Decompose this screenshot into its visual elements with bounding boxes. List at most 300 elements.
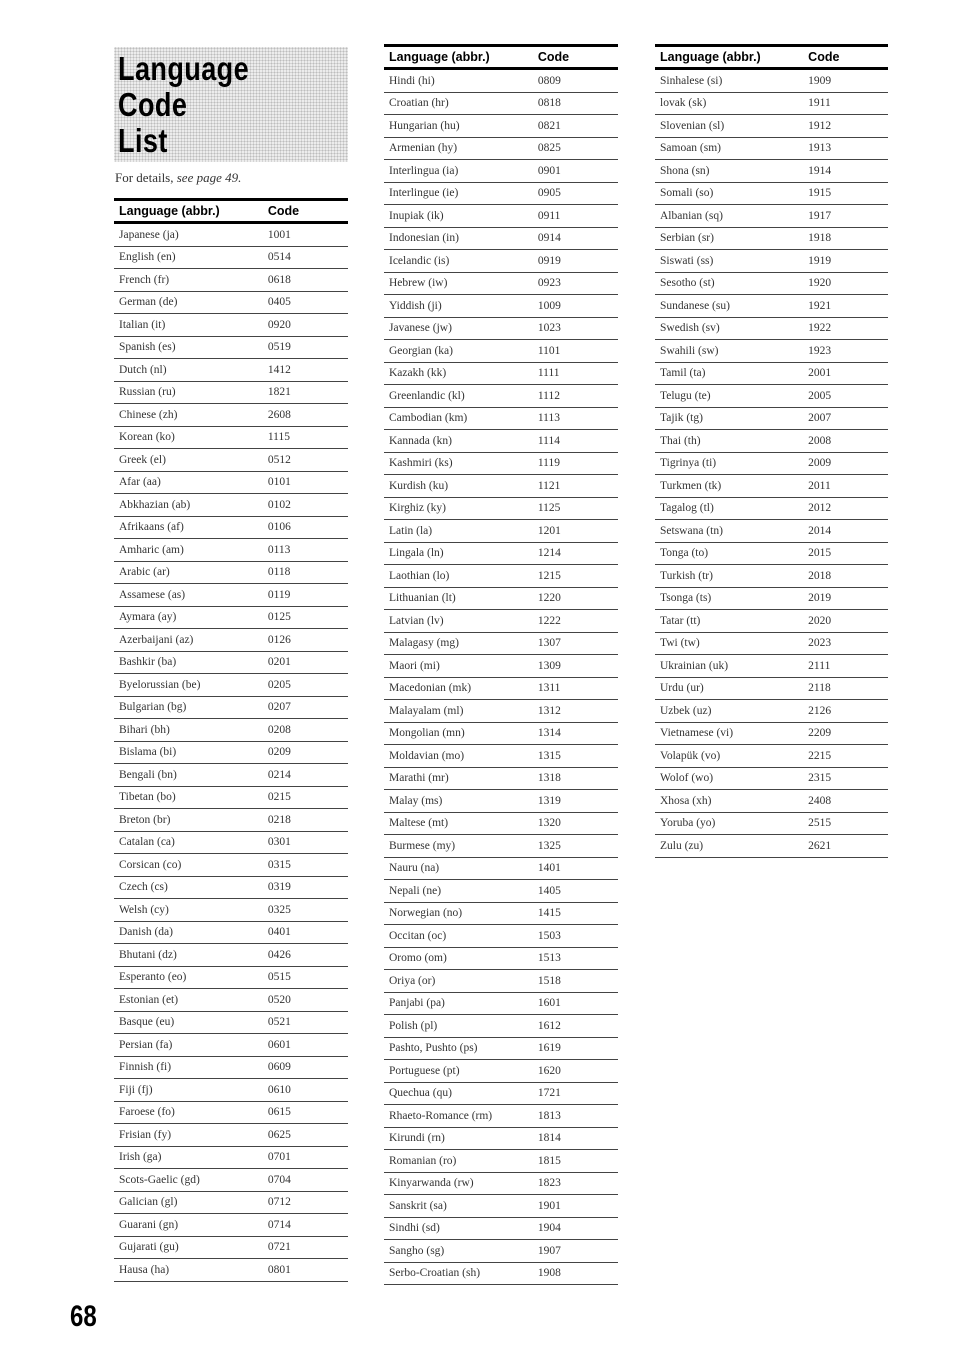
language-cell: Malayalam (ml) xyxy=(384,700,533,723)
code-column-header: Code xyxy=(263,200,348,223)
code-cell: 1101 xyxy=(533,340,618,363)
table-row xyxy=(655,115,888,138)
language-cell: Samoan (sm) xyxy=(655,137,803,160)
code-cell: 1312 xyxy=(533,700,618,723)
language-cell: Oriya (or) xyxy=(384,970,533,993)
code-cell: 0712 xyxy=(263,1191,348,1214)
language-cell: Guarani (gn) xyxy=(114,1214,263,1237)
page-title: Language Code List xyxy=(118,50,250,159)
code-cell: 1309 xyxy=(533,655,618,678)
table-row xyxy=(655,610,888,633)
table-row xyxy=(655,452,888,475)
language-cell: Tagalog (tl) xyxy=(655,497,803,520)
table-row xyxy=(114,269,348,292)
code-cell: 0919 xyxy=(533,250,618,273)
language-cell: Kashmiri (ks) xyxy=(384,452,533,475)
language-column-header: Language (abbr.) xyxy=(114,200,263,223)
language-cell: Bislama (bi) xyxy=(114,741,263,764)
code-cell: 1220 xyxy=(533,587,618,610)
table-row xyxy=(384,1172,618,1195)
language-cell: Siswati (ss) xyxy=(655,250,803,273)
language-cell: Turkish (tr) xyxy=(655,565,803,588)
table-row xyxy=(114,696,348,719)
table-row xyxy=(655,92,888,115)
table-row xyxy=(384,340,618,363)
language-cell: Volapük (vo) xyxy=(655,745,803,768)
table-row xyxy=(655,677,888,700)
code-cell: 1518 xyxy=(533,970,618,993)
language-cell: Aymara (ay) xyxy=(114,606,263,629)
code-cell: 0125 xyxy=(263,606,348,629)
language-cell: Mongolian (mn) xyxy=(384,722,533,745)
language-cell: Maltese (mt) xyxy=(384,812,533,835)
code-cell: 0207 xyxy=(263,696,348,719)
code-cell: 1612 xyxy=(533,1015,618,1038)
table-row xyxy=(114,876,348,899)
language-cell: Zulu (zu) xyxy=(655,835,803,858)
language-cell: Kirghiz (ky) xyxy=(384,497,533,520)
table-row xyxy=(384,902,618,925)
language-cell: Italian (it) xyxy=(114,314,263,337)
code-cell: 0801 xyxy=(263,1259,348,1282)
language-cell: Estonian (et) xyxy=(114,989,263,1012)
table-row xyxy=(384,992,618,1015)
code-cell: 0214 xyxy=(263,764,348,787)
code-cell: 0106 xyxy=(263,516,348,539)
code-cell: 0209 xyxy=(263,741,348,764)
code-cell: 1721 xyxy=(533,1082,618,1105)
code-cell: 0905 xyxy=(533,182,618,205)
code-cell: 1920 xyxy=(803,272,888,295)
code-cell: 2019 xyxy=(803,587,888,610)
code-cell: 2209 xyxy=(803,722,888,745)
table-row xyxy=(114,854,348,877)
table-row xyxy=(655,632,888,655)
code-cell: 2015 xyxy=(803,542,888,565)
table-row xyxy=(655,362,888,385)
language-cell: Bulgarian (bg) xyxy=(114,696,263,719)
language-cell: Latvian (lv) xyxy=(384,610,533,633)
code-cell: 0315 xyxy=(263,854,348,877)
language-cell: Kirundi (rn) xyxy=(384,1127,533,1150)
table-row xyxy=(655,520,888,543)
table-row xyxy=(384,1060,618,1083)
table-row xyxy=(114,1259,348,1282)
language-cell: Chinese (zh) xyxy=(114,404,263,427)
table-row xyxy=(384,1015,618,1038)
language-cell: Uzbek (uz) xyxy=(655,700,803,723)
table-row xyxy=(114,404,348,427)
code-cell: 0609 xyxy=(263,1056,348,1079)
details-page-link[interactable]: see page 49. xyxy=(176,170,242,185)
table-row xyxy=(655,227,888,250)
table-row xyxy=(114,539,348,562)
table-row xyxy=(114,741,348,764)
language-cell: Urdu (ur) xyxy=(655,677,803,700)
code-cell: 2608 xyxy=(263,404,348,427)
language-column-header: Language (abbr.) xyxy=(384,46,533,69)
language-cell: Japanese (ja) xyxy=(114,223,263,247)
language-cell: Tigrinya (ti) xyxy=(655,452,803,475)
table-row xyxy=(384,925,618,948)
language-cell: Swedish (sv) xyxy=(655,317,803,340)
table-row xyxy=(114,471,348,494)
table-row xyxy=(384,610,618,633)
language-code-table-3 xyxy=(655,44,888,858)
table-row xyxy=(384,272,618,295)
code-cell: 1601 xyxy=(533,992,618,1015)
code-cell: 2001 xyxy=(803,362,888,385)
table-row xyxy=(114,516,348,539)
table-row xyxy=(655,497,888,520)
code-cell: 0119 xyxy=(263,584,348,607)
table-row xyxy=(384,92,618,115)
language-cell: Hindi (hi) xyxy=(384,69,533,93)
page-number: 68 xyxy=(70,1300,97,1333)
code-cell: 1009 xyxy=(533,295,618,318)
code-cell: 0809 xyxy=(533,69,618,93)
code-cell: 1513 xyxy=(533,947,618,970)
table-row xyxy=(384,497,618,520)
language-cell: Kazakh (kk) xyxy=(384,362,533,385)
language-cell: Croatian (hr) xyxy=(384,92,533,115)
table-row xyxy=(384,160,618,183)
language-cell: Oromo (om) xyxy=(384,947,533,970)
language-cell: Gujarati (gu) xyxy=(114,1236,263,1259)
code-cell: 2008 xyxy=(803,430,888,453)
table-row xyxy=(114,651,348,674)
language-cell: Indonesian (in) xyxy=(384,227,533,250)
language-cell: Dutch (nl) xyxy=(114,359,263,382)
code-cell: 1922 xyxy=(803,317,888,340)
language-cell: Serbo-Croatian (sh) xyxy=(384,1262,533,1285)
language-cell: Marathi (mr) xyxy=(384,767,533,790)
code-cell: 1907 xyxy=(533,1240,618,1263)
language-cell: Russian (ru) xyxy=(114,381,263,404)
language-cell: Korean (ko) xyxy=(114,426,263,449)
code-cell: 1909 xyxy=(803,69,888,93)
code-cell: 0920 xyxy=(263,314,348,337)
table-row xyxy=(114,629,348,652)
language-cell: Tonga (to) xyxy=(655,542,803,565)
code-cell: 0101 xyxy=(263,471,348,494)
language-cell: Scots-Gaelic (gd) xyxy=(114,1169,263,1192)
table-row xyxy=(384,1127,618,1150)
code-cell: 1001 xyxy=(263,223,348,247)
language-cell: Javanese (jw) xyxy=(384,317,533,340)
table-row xyxy=(114,1101,348,1124)
table-row xyxy=(114,246,348,269)
code-cell: 2111 xyxy=(803,655,888,678)
code-cell: 0818 xyxy=(533,92,618,115)
code-cell: 0901 xyxy=(533,160,618,183)
table-row xyxy=(114,1011,348,1034)
code-cell: 1503 xyxy=(533,925,618,948)
code-cell: 1619 xyxy=(533,1037,618,1060)
code-cell: 2023 xyxy=(803,632,888,655)
language-cell: Byelorussian (be) xyxy=(114,674,263,697)
code-cell: 1813 xyxy=(533,1105,618,1128)
language-cell: Portuguese (pt) xyxy=(384,1060,533,1083)
language-cell: Lingala (ln) xyxy=(384,542,533,565)
code-cell: 0218 xyxy=(263,809,348,832)
code-cell: 1121 xyxy=(533,475,618,498)
code-cell: 1919 xyxy=(803,250,888,273)
table-row xyxy=(114,606,348,629)
table-row xyxy=(114,1169,348,1192)
code-cell: 0615 xyxy=(263,1101,348,1124)
language-cell: Macedonian (mk) xyxy=(384,677,533,700)
table-row xyxy=(655,69,888,93)
language-cell: Esperanto (eo) xyxy=(114,966,263,989)
language-cell: Thai (th) xyxy=(655,430,803,453)
table-row xyxy=(114,944,348,967)
language-cell: Bengali (bn) xyxy=(114,764,263,787)
language-cell: Xhosa (xh) xyxy=(655,790,803,813)
table-row xyxy=(655,295,888,318)
language-cell: Quechua (qu) xyxy=(384,1082,533,1105)
language-cell: Somali (so) xyxy=(655,182,803,205)
language-cell: Persian (fa) xyxy=(114,1034,263,1057)
table-row xyxy=(655,812,888,835)
table-row xyxy=(384,227,618,250)
table-row xyxy=(114,674,348,697)
code-cell: 0520 xyxy=(263,989,348,1012)
table-row xyxy=(114,966,348,989)
table-row xyxy=(384,655,618,678)
table-row xyxy=(114,223,348,247)
table-row xyxy=(384,407,618,430)
code-cell: 1904 xyxy=(533,1217,618,1240)
table-row xyxy=(114,809,348,832)
code-cell: 0911 xyxy=(533,205,618,228)
table-row xyxy=(384,542,618,565)
language-cell: Irish (ga) xyxy=(114,1146,263,1169)
table-row xyxy=(384,565,618,588)
language-cell: Ukrainian (uk) xyxy=(655,655,803,678)
table-row xyxy=(384,1217,618,1240)
language-cell: Panjabi (pa) xyxy=(384,992,533,1015)
language-cell: Interlingue (ie) xyxy=(384,182,533,205)
table-row xyxy=(384,1082,618,1105)
table-row xyxy=(655,430,888,453)
table-row xyxy=(655,700,888,723)
language-cell: Hausa (ha) xyxy=(114,1259,263,1282)
code-cell: 2020 xyxy=(803,610,888,633)
code-cell: 0401 xyxy=(263,921,348,944)
code-cell: 1620 xyxy=(533,1060,618,1083)
language-cell: Wolof (wo) xyxy=(655,767,803,790)
language-cell: Telugu (te) xyxy=(655,385,803,408)
code-cell: 2515 xyxy=(803,812,888,835)
language-cell: Twi (tw) xyxy=(655,632,803,655)
language-cell: Kinyarwanda (rw) xyxy=(384,1172,533,1195)
table-row xyxy=(114,359,348,382)
language-cell: French (fr) xyxy=(114,269,263,292)
code-cell: 1112 xyxy=(533,385,618,408)
table-row xyxy=(114,899,348,922)
code-cell: 2014 xyxy=(803,520,888,543)
code-cell: 2005 xyxy=(803,385,888,408)
language-cell: Maori (mi) xyxy=(384,655,533,678)
language-cell: Kannada (kn) xyxy=(384,430,533,453)
table-row xyxy=(114,1236,348,1259)
code-cell: 0325 xyxy=(263,899,348,922)
code-cell: 0519 xyxy=(263,336,348,359)
language-cell: Greenlandic (kl) xyxy=(384,385,533,408)
table-row xyxy=(384,317,618,340)
code-cell: 1113 xyxy=(533,407,618,430)
table-row xyxy=(384,970,618,993)
language-cell: Interlingua (ia) xyxy=(384,160,533,183)
language-cell: Danish (da) xyxy=(114,921,263,944)
language-cell: Hebrew (iw) xyxy=(384,272,533,295)
code-cell: 1311 xyxy=(533,677,618,700)
language-cell: Assamese (as) xyxy=(114,584,263,607)
code-cell: 0521 xyxy=(263,1011,348,1034)
table-header-row xyxy=(384,46,618,69)
table-row xyxy=(384,857,618,880)
code-cell: 0118 xyxy=(263,561,348,584)
language-cell: Welsh (cy) xyxy=(114,899,263,922)
code-cell: 2621 xyxy=(803,835,888,858)
table-row xyxy=(114,1056,348,1079)
code-cell: 0625 xyxy=(263,1124,348,1147)
code-cell: 0701 xyxy=(263,1146,348,1169)
table-row xyxy=(655,790,888,813)
language-cell: Latin (la) xyxy=(384,520,533,543)
code-cell: 0201 xyxy=(263,651,348,674)
table-row xyxy=(114,494,348,517)
code-cell: 0126 xyxy=(263,629,348,652)
code-cell: 1912 xyxy=(803,115,888,138)
table-row xyxy=(655,137,888,160)
table-row xyxy=(114,1214,348,1237)
language-cell: Albanian (sq) xyxy=(655,205,803,228)
language-cell: Swahili (sw) xyxy=(655,340,803,363)
table-row xyxy=(655,272,888,295)
language-cell: Tajik (tg) xyxy=(655,407,803,430)
table-row xyxy=(655,722,888,745)
language-cell: Occitan (oc) xyxy=(384,925,533,948)
code-cell: 1918 xyxy=(803,227,888,250)
language-cell: Bhutani (dz) xyxy=(114,944,263,967)
code-cell: 1815 xyxy=(533,1150,618,1173)
table-row xyxy=(384,1150,618,1173)
code-cell: 1214 xyxy=(533,542,618,565)
code-cell: 0923 xyxy=(533,272,618,295)
language-cell: Inupiak (ik) xyxy=(384,205,533,228)
table-row xyxy=(384,700,618,723)
table-row xyxy=(114,921,348,944)
table-row xyxy=(384,722,618,745)
code-cell: 1314 xyxy=(533,722,618,745)
table-row xyxy=(655,745,888,768)
table-row xyxy=(384,69,618,93)
code-cell: 0825 xyxy=(533,137,618,160)
language-cell: Corsican (co) xyxy=(114,854,263,877)
code-cell: 1401 xyxy=(533,857,618,880)
language-cell: Sesotho (st) xyxy=(655,272,803,295)
code-cell: 0714 xyxy=(263,1214,348,1237)
code-cell: 2012 xyxy=(803,497,888,520)
language-cell: Tsonga (ts) xyxy=(655,587,803,610)
language-cell: Yoruba (yo) xyxy=(655,812,803,835)
table-row xyxy=(655,655,888,678)
title-banner xyxy=(114,47,348,162)
language-code-table-2 xyxy=(384,44,618,1285)
language-cell: Afrikaans (af) xyxy=(114,516,263,539)
code-cell: 1921 xyxy=(803,295,888,318)
language-cell: Malagasy (mg) xyxy=(384,632,533,655)
table-row xyxy=(655,205,888,228)
code-cell: 1405 xyxy=(533,880,618,903)
language-cell: Armenian (hy) xyxy=(384,137,533,160)
table-row xyxy=(114,1191,348,1214)
code-cell: 0319 xyxy=(263,876,348,899)
language-cell: Sinhalese (si) xyxy=(655,69,803,93)
table-row xyxy=(114,426,348,449)
code-cell: 1315 xyxy=(533,745,618,768)
language-cell: Catalan (ca) xyxy=(114,831,263,854)
language-cell: Tibetan (bo) xyxy=(114,786,263,809)
table-row xyxy=(655,542,888,565)
code-cell: 0405 xyxy=(263,291,348,314)
language-cell: Azerbaijani (az) xyxy=(114,629,263,652)
code-cell: 2007 xyxy=(803,407,888,430)
code-cell: 1823 xyxy=(533,1172,618,1195)
language-cell: Greek (el) xyxy=(114,449,263,472)
code-cell: 1115 xyxy=(263,426,348,449)
table-row xyxy=(114,764,348,787)
code-cell: 0618 xyxy=(263,269,348,292)
table-row xyxy=(384,115,618,138)
code-cell: 1307 xyxy=(533,632,618,655)
code-cell: 2011 xyxy=(803,475,888,498)
table-row xyxy=(114,1034,348,1057)
table-row xyxy=(384,1262,618,1285)
table-row xyxy=(384,632,618,655)
code-cell: 0426 xyxy=(263,944,348,967)
language-cell: Afar (aa) xyxy=(114,471,263,494)
table-row xyxy=(384,295,618,318)
code-cell: 2126 xyxy=(803,700,888,723)
language-cell: Vietnamese (vi) xyxy=(655,722,803,745)
code-cell: 0610 xyxy=(263,1079,348,1102)
table-row xyxy=(114,291,348,314)
table-row xyxy=(655,767,888,790)
table-row xyxy=(384,137,618,160)
code-cell: 1908 xyxy=(533,1262,618,1285)
language-cell: Galician (gl) xyxy=(114,1191,263,1214)
language-code-table-1 xyxy=(114,198,348,1282)
language-cell: Romanian (ro) xyxy=(384,1150,533,1173)
code-cell: 1923 xyxy=(803,340,888,363)
language-cell: Icelandic (is) xyxy=(384,250,533,273)
language-cell: Moldavian (mo) xyxy=(384,745,533,768)
language-cell: Finnish (fi) xyxy=(114,1056,263,1079)
language-column-header: Language (abbr.) xyxy=(655,46,803,69)
table-row xyxy=(655,182,888,205)
table-row xyxy=(655,317,888,340)
table-header-row xyxy=(655,46,888,69)
language-cell: Faroese (fo) xyxy=(114,1101,263,1124)
table-row xyxy=(114,831,348,854)
table-row xyxy=(384,812,618,835)
table-row xyxy=(384,835,618,858)
code-cell: 1114 xyxy=(533,430,618,453)
language-cell: Nauru (na) xyxy=(384,857,533,880)
